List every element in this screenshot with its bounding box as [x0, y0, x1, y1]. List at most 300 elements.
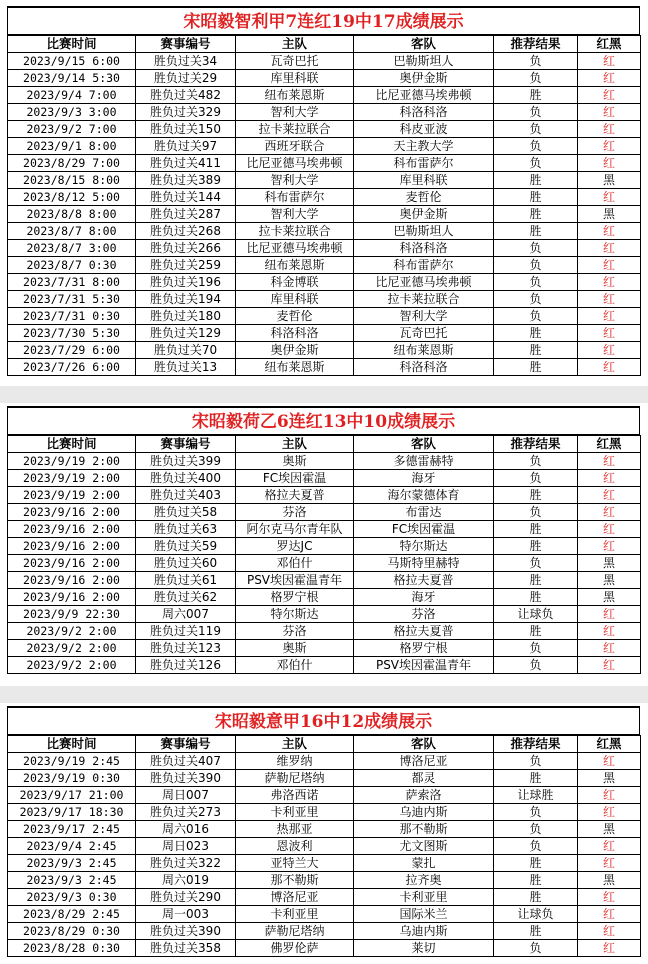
table-row	[8, 657, 641, 674]
home-team: 比尼亚德马埃弗顿	[236, 155, 354, 172]
table-row	[8, 538, 641, 555]
match-code: 周日023	[136, 838, 236, 855]
recommend-result: 胜	[494, 206, 578, 223]
red-black: 红	[578, 53, 641, 70]
away-team: PSV埃因霍温青年	[354, 657, 494, 674]
table-row	[8, 923, 641, 940]
red-black: 红	[578, 291, 641, 308]
away-team: 芬洛	[354, 606, 494, 623]
red-black: 黑	[578, 572, 641, 589]
header-match-code: 赛事编号	[136, 36, 236, 53]
red-black: 红	[578, 906, 641, 923]
header-red-black: 红黑	[578, 736, 641, 753]
recommend-result: 胜	[494, 189, 578, 206]
red-black: 红	[578, 753, 641, 770]
away-team: 格拉夫夏普	[354, 572, 494, 589]
home-team: 芬洛	[236, 623, 354, 640]
table-row	[8, 872, 641, 889]
away-team: 博洛尼亚	[354, 753, 494, 770]
header-home-team: 主队	[236, 736, 354, 753]
away-team: 国际米兰	[354, 906, 494, 923]
recommend-result: 负	[494, 274, 578, 291]
match-code: 胜负过关70	[136, 342, 236, 359]
recommend-result: 胜	[494, 589, 578, 606]
recommend-result: 负	[494, 53, 578, 70]
match-time: 2023/9/2 2:00	[8, 657, 136, 674]
home-team: 麦哲伦	[236, 308, 354, 325]
recommend-result: 负	[494, 291, 578, 308]
recommend-result: 胜	[494, 325, 578, 342]
home-team: 邓伯什	[236, 657, 354, 674]
table-row	[8, 291, 641, 308]
red-black: 红	[578, 308, 641, 325]
home-team: 弗洛西诺	[236, 787, 354, 804]
recommend-result: 胜	[494, 487, 578, 504]
home-team: 科洛科洛	[236, 325, 354, 342]
match-code: 胜负过关399	[136, 453, 236, 470]
red-black: 红	[578, 838, 641, 855]
recommend-result: 胜	[494, 359, 578, 376]
section-netherlands	[7, 406, 640, 674]
match-code: 周六016	[136, 821, 236, 838]
recommend-result: 胜	[494, 521, 578, 538]
home-team: 恩波利	[236, 838, 354, 855]
table-row	[8, 121, 641, 138]
away-team: FC埃因霍温	[354, 521, 494, 538]
home-team: 热那亚	[236, 821, 354, 838]
home-team: 奥斯	[236, 453, 354, 470]
red-black: 红	[578, 138, 641, 155]
header-away-team: 客队	[354, 436, 494, 453]
table-row	[8, 804, 641, 821]
match-time: 2023/8/29 0:30	[8, 923, 136, 940]
table-row	[8, 940, 641, 957]
match-time: 2023/8/12 5:00	[8, 189, 136, 206]
away-team: 比尼亚德马埃弗顿	[354, 87, 494, 104]
away-team: 巴勒斯坦人	[354, 223, 494, 240]
red-black: 红	[578, 889, 641, 906]
red-black: 红	[578, 70, 641, 87]
recommend-result: 让球负	[494, 906, 578, 923]
red-black: 红	[578, 504, 641, 521]
match-code: 胜负过关259	[136, 257, 236, 274]
home-team: 邓伯什	[236, 555, 354, 572]
away-team: 科洛科洛	[354, 359, 494, 376]
table-row	[8, 453, 641, 470]
match-time: 2023/7/30 5:30	[8, 325, 136, 342]
recommend-result: 胜	[494, 923, 578, 940]
match-time: 2023/9/2 2:00	[8, 623, 136, 640]
match-code: 胜负过关119	[136, 623, 236, 640]
match-code: 胜负过关63	[136, 521, 236, 538]
red-black: 红	[578, 359, 641, 376]
match-code: 胜负过关194	[136, 291, 236, 308]
recommend-result: 负	[494, 753, 578, 770]
home-team: 佛罗伦萨	[236, 940, 354, 957]
away-team: 格罗宁根	[354, 640, 494, 657]
home-team: 纽布莱恩斯	[236, 87, 354, 104]
match-code: 胜负过关62	[136, 589, 236, 606]
match-time: 2023/9/4 2:45	[8, 838, 136, 855]
match-code: 胜负过关123	[136, 640, 236, 657]
match-code: 胜负过关329	[136, 104, 236, 121]
red-black: 红	[578, 257, 641, 274]
home-team: 拉卡莱拉联合	[236, 223, 354, 240]
match-time: 2023/9/14 5:30	[8, 70, 136, 87]
red-black: 黑	[578, 770, 641, 787]
home-team: 西班牙联合	[236, 138, 354, 155]
away-team: 科洛科洛	[354, 104, 494, 121]
section-title: 宋昭毅智利甲7连红19中17成绩展示	[7, 6, 640, 35]
recommend-result: 负	[494, 804, 578, 821]
match-time: 2023/9/3 3:00	[8, 104, 136, 121]
red-black: 红	[578, 538, 641, 555]
header-away-team: 客队	[354, 36, 494, 53]
recommend-result: 胜	[494, 172, 578, 189]
recommend-result: 让球负	[494, 606, 578, 623]
red-black: 红	[578, 804, 641, 821]
table-row	[8, 623, 641, 640]
away-team: 拉齐奥	[354, 872, 494, 889]
home-team: 库里科联	[236, 291, 354, 308]
away-team: 拉卡莱拉联合	[354, 291, 494, 308]
away-team: 巴勒斯坦人	[354, 53, 494, 70]
match-code: 胜负过关61	[136, 572, 236, 589]
recommend-result: 胜	[494, 872, 578, 889]
home-team: 库里科联	[236, 70, 354, 87]
match-time: 2023/7/31 0:30	[8, 308, 136, 325]
table-row	[8, 470, 641, 487]
red-black: 黑	[578, 872, 641, 889]
header-recommend-result: 推荐结果	[494, 436, 578, 453]
table-row	[8, 189, 641, 206]
header-match-code: 赛事编号	[136, 436, 236, 453]
recommend-result: 负	[494, 504, 578, 521]
header-match-time: 比赛时间	[8, 736, 136, 753]
match-code: 胜负过关97	[136, 138, 236, 155]
section-gap	[0, 686, 648, 703]
match-code: 胜负过关129	[136, 325, 236, 342]
red-black: 红	[578, 487, 641, 504]
table-row	[8, 359, 641, 376]
table-row	[8, 753, 641, 770]
match-time: 2023/8/29 7:00	[8, 155, 136, 172]
recommend-result: 胜	[494, 770, 578, 787]
red-black: 黑	[578, 555, 641, 572]
away-team: 尤文图斯	[354, 838, 494, 855]
home-team: 科布雷萨尔	[236, 189, 354, 206]
home-team: 萨勒尼塔纳	[236, 923, 354, 940]
header-recommend-result: 推荐结果	[494, 36, 578, 53]
home-team: 科金博联	[236, 274, 354, 291]
red-black: 红	[578, 155, 641, 172]
red-black: 红	[578, 923, 641, 940]
home-team: 亚特兰大	[236, 855, 354, 872]
section-italy	[7, 706, 640, 957]
match-code: 胜负过关273	[136, 804, 236, 821]
match-code: 胜负过关150	[136, 121, 236, 138]
recommend-result: 负	[494, 138, 578, 155]
table-row	[8, 589, 641, 606]
home-team: 格罗宁根	[236, 589, 354, 606]
match-code: 周一003	[136, 906, 236, 923]
away-team: 海牙	[354, 589, 494, 606]
table-row	[8, 521, 641, 538]
away-team: 库里科联	[354, 172, 494, 189]
home-team: 格拉夫夏普	[236, 487, 354, 504]
red-black: 红	[578, 606, 641, 623]
recommend-result: 负	[494, 104, 578, 121]
red-black: 红	[578, 521, 641, 538]
table-row	[8, 640, 641, 657]
home-team: 智利大学	[236, 172, 354, 189]
away-team: 海尔蒙德体育	[354, 487, 494, 504]
away-team: 马斯特里赫特	[354, 555, 494, 572]
match-code: 胜负过关180	[136, 308, 236, 325]
home-team: 拉卡莱拉联合	[236, 121, 354, 138]
table-row	[8, 487, 641, 504]
home-team: 卡利亚里	[236, 906, 354, 923]
match-time: 2023/8/8 8:00	[8, 206, 136, 223]
red-black: 黑	[578, 821, 641, 838]
recommend-result: 负	[494, 308, 578, 325]
recommend-result: 负	[494, 257, 578, 274]
results-table	[7, 35, 641, 376]
table-header-row	[8, 36, 641, 53]
home-team: 纽布莱恩斯	[236, 257, 354, 274]
red-black: 红	[578, 104, 641, 121]
red-black: 红	[578, 657, 641, 674]
match-code: 胜负过关287	[136, 206, 236, 223]
red-black: 红	[578, 453, 641, 470]
match-time: 2023/9/16 2:00	[8, 589, 136, 606]
away-team: 格拉夫夏普	[354, 623, 494, 640]
match-time: 2023/9/3 0:30	[8, 889, 136, 906]
match-time: 2023/9/19 0:30	[8, 770, 136, 787]
section-title: 宋昭毅意甲16中12成绩展示	[7, 706, 640, 735]
header-away-team: 客队	[354, 736, 494, 753]
home-team: 卡利亚里	[236, 804, 354, 821]
header-match-code: 赛事编号	[136, 736, 236, 753]
match-code: 胜负过关126	[136, 657, 236, 674]
results-table	[7, 735, 641, 957]
recommend-result: 负	[494, 555, 578, 572]
table-row	[8, 787, 641, 804]
table-row	[8, 138, 641, 155]
match-time: 2023/7/31 5:30	[8, 291, 136, 308]
match-code: 周六019	[136, 872, 236, 889]
away-team: 奥伊金斯	[354, 206, 494, 223]
red-black: 红	[578, 189, 641, 206]
home-team: 特尔斯达	[236, 606, 354, 623]
away-team: 多德雷赫特	[354, 453, 494, 470]
away-team: 天主教大学	[354, 138, 494, 155]
recommend-result: 负	[494, 121, 578, 138]
recommend-result: 胜	[494, 889, 578, 906]
recommend-result: 负	[494, 640, 578, 657]
header-red-black: 红黑	[578, 436, 641, 453]
match-time: 2023/9/19 2:45	[8, 753, 136, 770]
red-black: 红	[578, 940, 641, 957]
away-team: 乌迪内斯	[354, 923, 494, 940]
home-team: 奥伊金斯	[236, 342, 354, 359]
table-row	[8, 155, 641, 172]
match-time: 2023/7/26 6:00	[8, 359, 136, 376]
red-black: 红	[578, 787, 641, 804]
match-time: 2023/9/19 2:00	[8, 487, 136, 504]
red-black: 红	[578, 87, 641, 104]
match-code: 胜负过关390	[136, 770, 236, 787]
match-code: 胜负过关196	[136, 274, 236, 291]
section-gap	[0, 386, 648, 403]
match-code: 胜负过关144	[136, 189, 236, 206]
table-row	[8, 572, 641, 589]
table-row	[8, 821, 641, 838]
match-time: 2023/9/17 21:00	[8, 787, 136, 804]
match-code: 胜负过关13	[136, 359, 236, 376]
match-time: 2023/8/15 8:00	[8, 172, 136, 189]
match-code: 胜负过关400	[136, 470, 236, 487]
header-red-black: 红黑	[578, 36, 641, 53]
table-row	[8, 838, 641, 855]
match-time: 2023/8/7 0:30	[8, 257, 136, 274]
table-header-row	[8, 436, 641, 453]
home-team: 智利大学	[236, 206, 354, 223]
header-home-team: 主队	[236, 436, 354, 453]
away-team: 科洛科洛	[354, 240, 494, 257]
table-row	[8, 770, 641, 787]
match-code: 胜负过关482	[136, 87, 236, 104]
home-team: 瓦奇巴托	[236, 53, 354, 70]
match-time: 2023/7/29 6:00	[8, 342, 136, 359]
recommend-result: 负	[494, 821, 578, 838]
table-row	[8, 172, 641, 189]
match-code: 胜负过关411	[136, 155, 236, 172]
match-code: 胜负过关60	[136, 555, 236, 572]
match-time: 2023/8/29 2:45	[8, 906, 136, 923]
match-code: 胜负过关407	[136, 753, 236, 770]
home-team: 罗达JC	[236, 538, 354, 555]
table-row	[8, 606, 641, 623]
match-time: 2023/9/16 2:00	[8, 572, 136, 589]
red-black: 红	[578, 274, 641, 291]
table-row	[8, 325, 641, 342]
match-code: 胜负过关390	[136, 923, 236, 940]
match-code: 胜负过关389	[136, 172, 236, 189]
match-time: 2023/9/3 2:45	[8, 872, 136, 889]
match-code: 胜负过关290	[136, 889, 236, 906]
match-time: 2023/9/1 8:00	[8, 138, 136, 155]
away-team: 科布雷萨尔	[354, 257, 494, 274]
recommend-result: 负	[494, 470, 578, 487]
match-time: 2023/9/15 6:00	[8, 53, 136, 70]
table-row	[8, 889, 641, 906]
home-team: 博洛尼亚	[236, 889, 354, 906]
match-time: 2023/8/7 8:00	[8, 223, 136, 240]
table-row	[8, 308, 641, 325]
home-team: 奥斯	[236, 640, 354, 657]
table-row	[8, 223, 641, 240]
table-row	[8, 906, 641, 923]
away-team: 都灵	[354, 770, 494, 787]
table-row	[8, 206, 641, 223]
home-team: PSV埃因霍温青年	[236, 572, 354, 589]
away-team: 萨索洛	[354, 787, 494, 804]
table-header-row	[8, 736, 641, 753]
home-team: 芬洛	[236, 504, 354, 521]
header-home-team: 主队	[236, 36, 354, 53]
red-black: 红	[578, 470, 641, 487]
match-time: 2023/9/19 2:00	[8, 470, 136, 487]
match-code: 胜负过关403	[136, 487, 236, 504]
match-time: 2023/8/28 0:30	[8, 940, 136, 957]
header-match-time: 比赛时间	[8, 36, 136, 53]
match-time: 2023/9/19 2:00	[8, 453, 136, 470]
away-team: 纽布莱恩斯	[354, 342, 494, 359]
red-black: 红	[578, 342, 641, 359]
away-team: 海牙	[354, 470, 494, 487]
section-title: 宋昭毅荷乙6连红13中10成绩展示	[7, 406, 640, 435]
home-team: 维罗纳	[236, 753, 354, 770]
table-row	[8, 104, 641, 121]
away-team: 卡利亚里	[354, 889, 494, 906]
home-team: FC埃因霍温	[236, 470, 354, 487]
results-table	[7, 435, 641, 674]
table-row	[8, 504, 641, 521]
match-code: 胜负过关358	[136, 940, 236, 957]
recommend-result: 胜	[494, 855, 578, 872]
section-chile	[7, 6, 640, 376]
table-row	[8, 855, 641, 872]
match-time: 2023/9/9 22:30	[8, 606, 136, 623]
match-time: 2023/8/7 3:00	[8, 240, 136, 257]
home-team: 纽布莱恩斯	[236, 359, 354, 376]
table-row	[8, 257, 641, 274]
match-code: 胜负过关29	[136, 70, 236, 87]
red-black: 红	[578, 623, 641, 640]
match-time: 2023/9/2 2:00	[8, 640, 136, 657]
table-row	[8, 87, 641, 104]
red-black: 红	[578, 640, 641, 657]
match-time: 2023/9/2 7:00	[8, 121, 136, 138]
red-black: 红	[578, 240, 641, 257]
match-time: 2023/7/31 8:00	[8, 274, 136, 291]
recommend-result: 负	[494, 240, 578, 257]
recommend-result: 让球胜	[494, 787, 578, 804]
red-black: 红	[578, 855, 641, 872]
match-time: 2023/9/4 7:00	[8, 87, 136, 104]
match-time: 2023/9/17 18:30	[8, 804, 136, 821]
recommend-result: 胜	[494, 572, 578, 589]
away-team: 麦哲伦	[354, 189, 494, 206]
match-time: 2023/9/17 2:45	[8, 821, 136, 838]
away-team: 蒙扎	[354, 855, 494, 872]
recommend-result: 负	[494, 657, 578, 674]
away-team: 乌迪内斯	[354, 804, 494, 821]
away-team: 奥伊金斯	[354, 70, 494, 87]
recommend-result: 胜	[494, 538, 578, 555]
table-row	[8, 240, 641, 257]
match-code: 周六007	[136, 606, 236, 623]
match-code: 周日007	[136, 787, 236, 804]
home-team: 阿尔克马尔青年队	[236, 521, 354, 538]
match-time: 2023/9/16 2:00	[8, 555, 136, 572]
recommend-result: 胜	[494, 87, 578, 104]
recommend-result: 胜	[494, 342, 578, 359]
match-code: 胜负过关59	[136, 538, 236, 555]
match-code: 胜负过关322	[136, 855, 236, 872]
match-time: 2023/9/3 2:45	[8, 855, 136, 872]
